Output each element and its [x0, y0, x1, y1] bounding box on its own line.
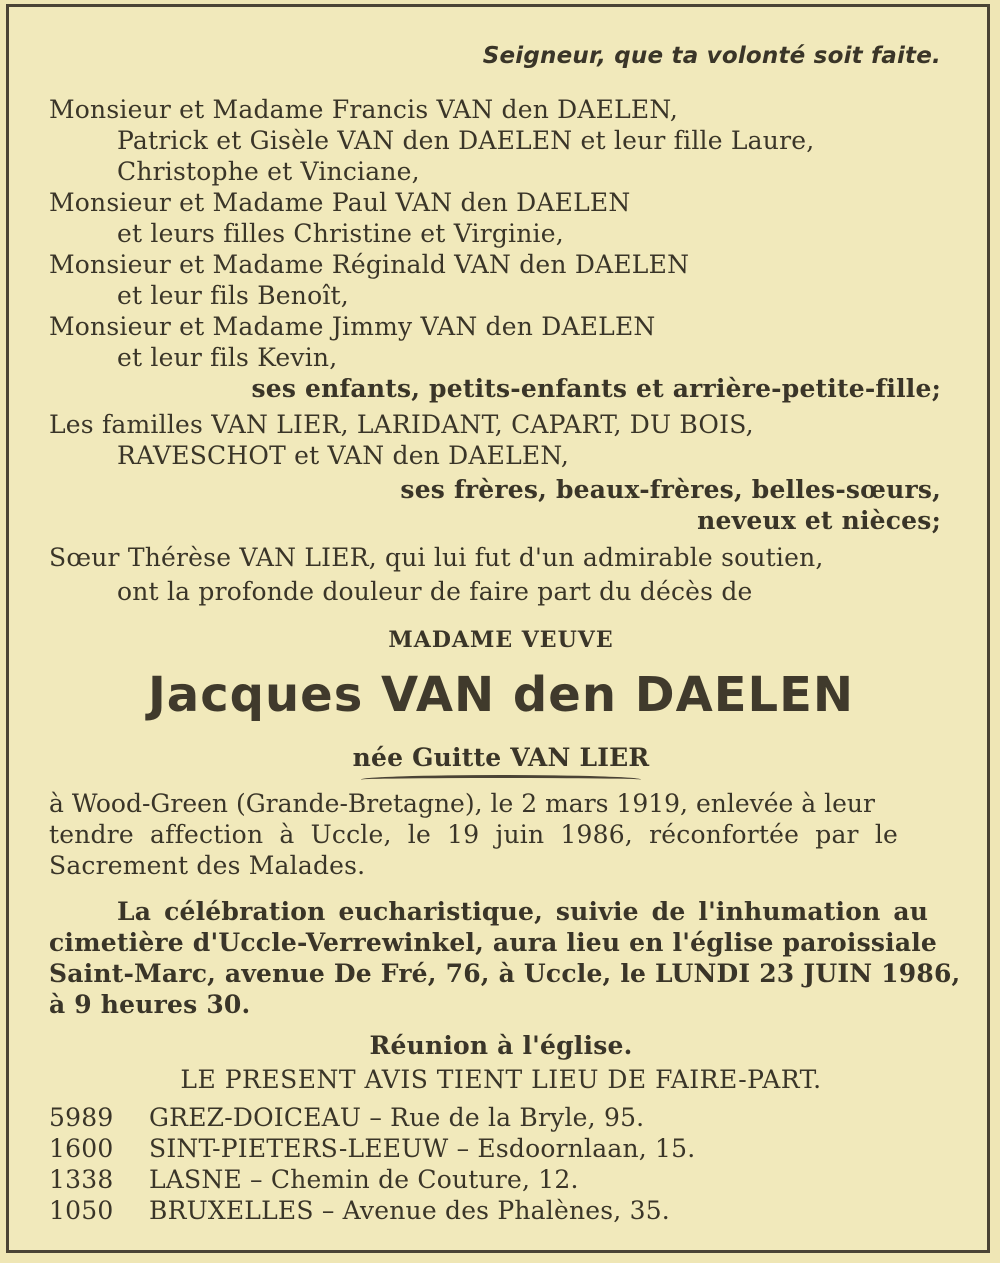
address-line — [49, 1134, 695, 1164]
deceased-birth-name: née Guitte VAN LIER — [352, 743, 650, 772]
address-text: LASNE – Chemin de Couture, 12. — [149, 1165, 579, 1194]
deceased-name: Jacques VAN den DAELEN — [147, 667, 855, 723]
postal-code: 5989 — [49, 1103, 114, 1132]
reunion-note: Réunion à l'église. — [369, 1031, 633, 1060]
family-line: RAVESCHOT et VAN den DAELEN, — [117, 441, 569, 470]
family-line: Monsieur et Madame Paul VAN den DAELEN — [49, 188, 631, 217]
details-line: tendre affection à Uccle, le 19 juin 1986, réconfortée par le — [49, 820, 899, 849]
family-line: Monsieur et Madame Jimmy VAN den DAELEN — [49, 312, 656, 341]
ceremony-line: Saint-Marc, avenue De Fré, 76, à Uccle, le LUNDI 23 JUIN 1986, — [49, 959, 961, 988]
family-line: Monsieur et Madame Réginald VAN den DAELEN — [49, 250, 690, 279]
family-line: Patrick et Gisèle VAN den DAELEN et leur fille Laure, — [117, 126, 815, 155]
family-line: et leurs filles Christine et Virginie, — [117, 219, 564, 248]
postal-code: 1600 — [49, 1134, 114, 1163]
address-text: GREZ-DOICEAU – Rue de la Bryle, 95. — [149, 1103, 645, 1132]
death-notice — [6, 4, 990, 1253]
family-line: et leur fils Benoît, — [117, 281, 349, 310]
present-notice: LE PRESENT AVIS TIENT LIEU DE FAIRE-PART. — [180, 1065, 822, 1094]
address-line — [49, 1165, 579, 1195]
relation-summary: neveux et nièces; — [697, 506, 941, 535]
postal-code: 1050 — [49, 1196, 114, 1225]
ceremony-line: à 9 heures 30. — [49, 990, 251, 1019]
deceased-title: MADAME VEUVE — [388, 627, 614, 653]
epigraph: Seigneur, que ta volonté soit faite. — [482, 43, 941, 69]
family-line: Christophe et Vinciane, — [117, 157, 420, 186]
ceremony-line: La célébration eucharistique, suivie de l'inhumation au — [117, 897, 929, 926]
ceremony-line: cimetière d'Uccle-Verrewinkel, aura lieu en l'église paroissiale — [49, 928, 938, 957]
relation-summary: ses enfants, petits-enfants et arrière-petite-fille; — [251, 374, 941, 403]
details-line — [49, 789, 949, 819]
family-line: Les familles VAN LIER, LARIDANT, CAPART, DU BOIS, — [49, 410, 754, 439]
address-text: BRUXELLES – Avenue des Phalènes, 35. — [149, 1196, 670, 1225]
details-line: Sacrement des Malades. — [49, 851, 366, 880]
address-line — [49, 1196, 670, 1226]
postal-code: 1338 — [49, 1165, 114, 1194]
announcement-line: ont la profonde douleur de faire part du décès de — [117, 577, 753, 606]
family-line: Monsieur et Madame Francis VAN den DAELEN, — [49, 95, 678, 124]
address-line — [49, 1103, 644, 1133]
address-text: SINT-PIETERS-LEEUW – Esdoornlaan, 15. — [149, 1134, 696, 1163]
family-line: et leur fils Kevin, — [117, 343, 338, 372]
underline-stroke — [361, 775, 641, 784]
family-line: Sœur Thérèse VAN LIER, qui lui fut d'un admirable soutien, — [49, 543, 824, 572]
details-line-text: à Wood-Green (Grande-Bretagne), le 2 mars 1919, enlevée à leur — [49, 789, 875, 818]
relation-summary: ses frères, beaux-frères, belles-sœurs, — [400, 475, 941, 504]
